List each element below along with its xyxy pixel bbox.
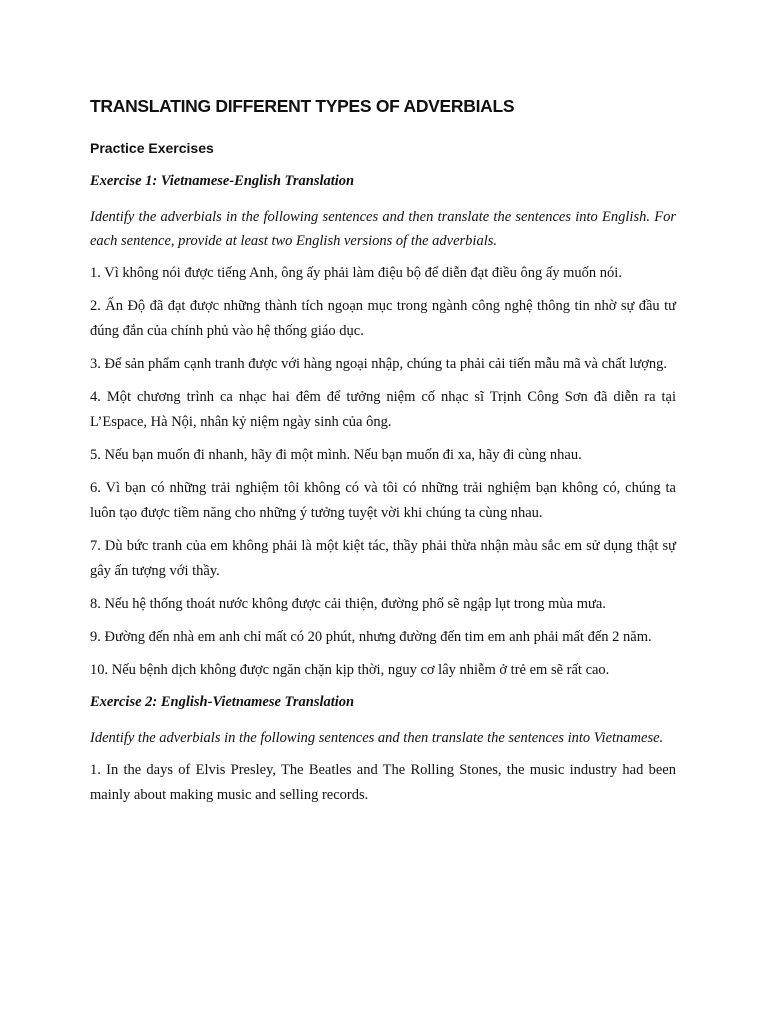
exercise-2 (90, 691, 676, 808)
exercise-1-item-8: 8. Nếu hệ thống thoát nước không được cải thiện, đường phố sẽ ngập lụt trong mùa mưa. (90, 596, 606, 612)
document-title: TRANSLATING DIFFERENT TYPES OF ADVERBIALS (90, 96, 515, 116)
exercise-2-item-1: 1. In the days of Elvis Presley, The Beatles and The Rolling Stones, the music industry had been mainly about making music and selling records. (90, 762, 676, 803)
exercise-1 (90, 170, 676, 683)
exercise-1-item-1: 1. Vì không nói được tiếng Anh, ông ấy phải làm điệu bộ để diễn đạt điều ông ấy muốn nói. (90, 265, 622, 281)
exercise-1-instruction: Identify the adverbials in the following sentences and then translate the sentences into English. For each sentence, provide at least two English versions of the adverbials. (90, 209, 676, 249)
exercise-1-item-7: 7. Dù bức tranh của em không phải là một kiệt tác, thầy phải thừa nhận màu sắc em sử dụng thật sự gây ấn tượng với thầy. (90, 538, 676, 579)
exercise-1-heading: Exercise 1: Vietnamese-English Translation (90, 173, 355, 189)
exercise-2-list (90, 758, 676, 808)
exercise-2-heading: Exercise 2: English-Vietnamese Translation (90, 694, 355, 710)
exercise-1-item-4: 4. Một chương trình ca nhạc hai đêm để tưởng niệm cố nhạc sĩ Trịnh Công Sơn đã diễn ra tại L’Espace, Hà Nội, nhân kỷ niệm ngày sinh của ông. (90, 389, 676, 430)
exercise-1-item-10: 10. Nếu bệnh dịch không được ngăn chặn kịp thời, nguy cơ lây nhiễm ở trẻ em sẽ rất cao. (90, 662, 610, 678)
exercise-1-list (90, 261, 676, 683)
exercise-1-item-3: 3. Để sản phẩm cạnh tranh được với hàng ngoại nhập, chúng ta phải cải tiến mẫu mã và chất lượng. (90, 356, 668, 372)
exercise-1-item-9: 9. Đường đến nhà em anh chỉ mất có 20 phút, nhưng đường đến tim em anh phải mất đến 2 năm. (90, 629, 652, 645)
exercise-1-item-5: 5. Nếu bạn muốn đi nhanh, hãy đi một mình. Nếu bạn muốn đi xa, hãy đi cùng nhau. (90, 447, 582, 463)
exercise-1-item-2: 2. Ấn Độ đã đạt được những thành tích ngoạn mục trong ngành công nghệ thông tin nhờ sự đầu tư đúng đắn của chính phủ vào hệ thống giáo dục. (90, 298, 676, 339)
document-page (90, 94, 676, 816)
exercise-2-instruction: Identify the adverbials in the following sentences and then translate the sentences into Vietnamese. (90, 730, 664, 746)
section-subtitle: Practice Exercises (90, 140, 214, 156)
exercise-1-item-6: 6. Vì bạn có những trải nghiệm tôi không có và tôi có những trải nghiệm bạn không có, chúng ta luôn tạo được tiềm năng cho những ý tưởng tuyệt vời khi chúng ta cùng nhau. (90, 480, 676, 521)
